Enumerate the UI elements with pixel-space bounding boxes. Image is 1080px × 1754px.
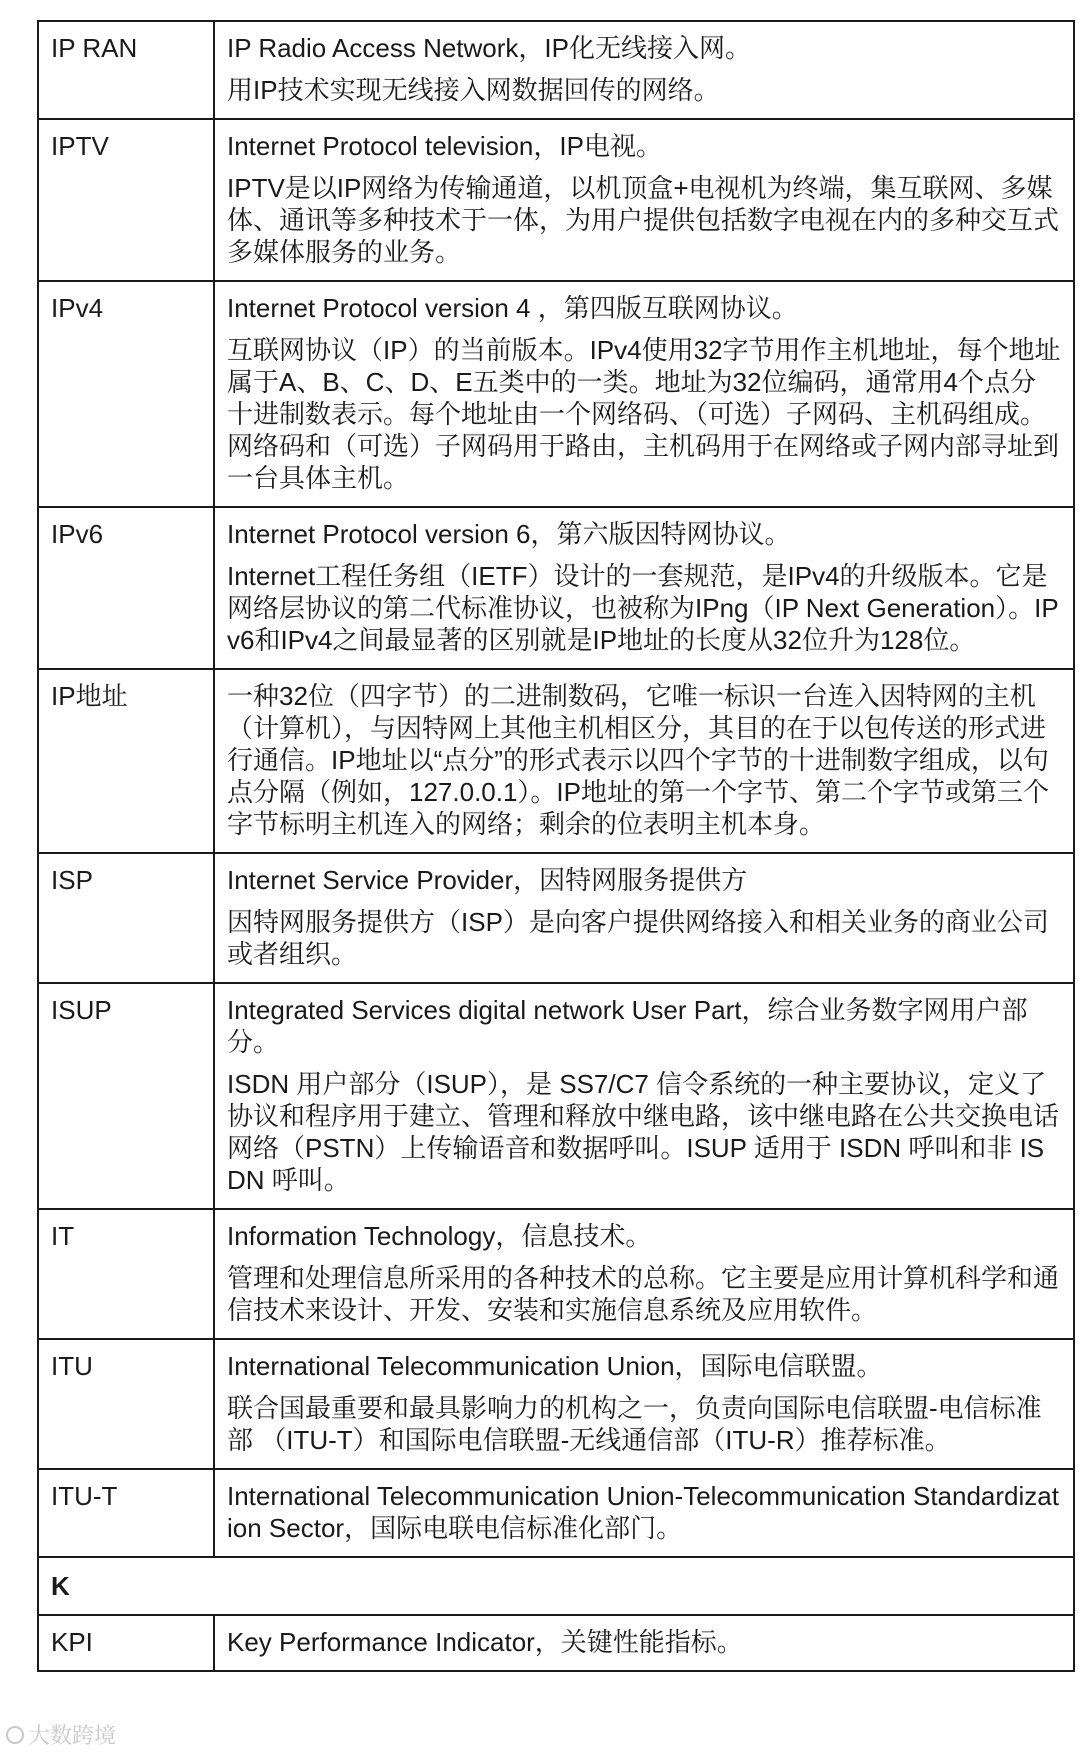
table-row xyxy=(38,21,1074,119)
definition-cell xyxy=(214,1209,1074,1339)
term-cell: IP RAN xyxy=(38,21,214,119)
definition-line: Internet Protocol television，IP电视。 xyxy=(227,131,662,161)
table-row xyxy=(38,983,1074,1209)
definition-line: Integrated Services digital network User Part，综合业务数字网用户部分。 xyxy=(227,995,1028,1057)
table-row xyxy=(38,1469,1074,1557)
watermark-logo-icon xyxy=(6,1726,24,1744)
definition-cell xyxy=(214,507,1074,669)
definition-line: Internet Protocol version 6，第六版因特网协议。 xyxy=(227,519,791,549)
definition-line: 联合国最重要和最具影响力的机构之一，负责向国际电信联盟-电信标准部 （ITU-T）和国际电信联盟-无线通信部（ITU-R）推荐标准。 xyxy=(227,1393,1042,1455)
term-cell: ISUP xyxy=(38,983,214,1209)
definition-line: Information Technology，信息技术。 xyxy=(227,1221,652,1251)
definition-cell xyxy=(214,1469,1074,1557)
table-row xyxy=(38,1339,1074,1469)
definition-line: 因特网服务提供方（ISP）是向客户提供网络接入和相关业务的商业公司或者组织。 xyxy=(227,907,1049,969)
definition-cell xyxy=(214,21,1074,119)
term-cell: IPv6 xyxy=(38,507,214,669)
glossary-table xyxy=(37,20,1075,1672)
definition-line: International Telecommunication Union，国际电信联盟。 xyxy=(227,1351,883,1381)
table-row xyxy=(38,853,1074,983)
definition-line: 用IP技术实现无线接入网数据回传的网络。 xyxy=(227,75,720,105)
term-cell: ITU-T xyxy=(38,1469,214,1557)
term-cell: IPTV xyxy=(38,119,214,281)
section-header-row xyxy=(38,1557,1074,1615)
term-cell: IT xyxy=(38,1209,214,1339)
glossary-page xyxy=(37,20,1061,1672)
definition-cell xyxy=(214,853,1074,983)
term-cell: ISP xyxy=(38,853,214,983)
table-row xyxy=(38,119,1074,281)
term-cell: KPI xyxy=(38,1615,214,1671)
definition-line: IP Radio Access Network，IP化无线接入网。 xyxy=(227,33,751,63)
term-cell: IP地址 xyxy=(38,669,214,853)
definition-line: Key Performance Indicator，关键性能指标。 xyxy=(227,1627,743,1657)
definition-cell xyxy=(214,1339,1074,1469)
definition-line: Internet Protocol version 4 ，第四版互联网协议。 xyxy=(227,293,798,323)
table-row xyxy=(38,507,1074,669)
definition-cell xyxy=(214,281,1074,507)
definition-line: IPTV是以IP网络为传输通道，以机顶盒+电视机为终端，集互联网、多媒体、通讯等多种技术于一体，为用户提供包括数字电视在内的多种交互式多媒体服务的业务。 xyxy=(227,173,1060,267)
watermark xyxy=(6,1719,116,1750)
definition-line: 一种32位（四字节）的二进制数码，它唯一标识一台连入因特网的主机（计算机），与因特网上其他主机相区分，其目的在于以包传送的形式进行通信。IP地址以“点分”的形式表示以四个字节的十进制数字组成，以句点分隔（例如，127.0.0.1）。IP地址的第一个字节、第二个字节或第三个字节标明主机连入的网络；剩余的位表明主机本身。 xyxy=(227,681,1049,839)
glossary-body xyxy=(38,21,1074,1671)
definition-line: ISDN 用户部分（ISUP），是 SS7/C7 信令系统的一种主要协议，定义了协议和程序用于建立、管理和释放中继电路，该中继电路在公共交换电话网络（PSTN）上传输语音和数据呼叫。ISUP 适用于 ISDN 呼叫和非 ISDN 呼叫。 xyxy=(227,1069,1060,1195)
definition-cell xyxy=(214,119,1074,281)
table-row xyxy=(38,281,1074,507)
watermark-text: 大数跨境 xyxy=(28,1723,117,1748)
definition-cell xyxy=(214,669,1074,853)
definition-line: International Telecommunication Union-Telecommunication Standardization Sector，国际电联电信标准化部门。 xyxy=(227,1481,1059,1543)
definition-line: 互联网协议（IP）的当前版本。IPv4使用32字节用作主机地址，每个地址属于A、B、C、D、E五类中的一类。地址为32位编码，通常用4个点分十进制数表示。每个地址由一个网络码、（可选）子网码、主机码组成。网络码和（可选）子网码用于路由，主机码用于在网络或子网内部寻址到一台具体主机。 xyxy=(227,335,1061,493)
table-row xyxy=(38,1615,1074,1671)
definition-line: 管理和处理信息所采用的各种技术的总称。它主要是应用计算机科学和通信技术来设计、开发、安装和实施信息系统及应用软件。 xyxy=(227,1263,1060,1325)
term-cell: IPv4 xyxy=(38,281,214,507)
table-row xyxy=(38,1209,1074,1339)
term-cell: ITU xyxy=(38,1339,214,1469)
definition-line: Internet工程任务组（IETF）设计的一套规范，是IPv4的升级版本。它是网络层协议的第二代标准协议，也被称为IPng（IP Next Generation）。IPv6和IPv4之间最显著的区别就是IP地址的长度从32位升为128位。 xyxy=(227,561,1059,655)
definition-cell xyxy=(214,983,1074,1209)
section-letter: K xyxy=(38,1557,1074,1615)
definition-line: Internet Service Provider，因特网服务提供方 xyxy=(227,865,748,895)
definition-cell xyxy=(214,1615,1074,1671)
table-row xyxy=(38,669,1074,853)
